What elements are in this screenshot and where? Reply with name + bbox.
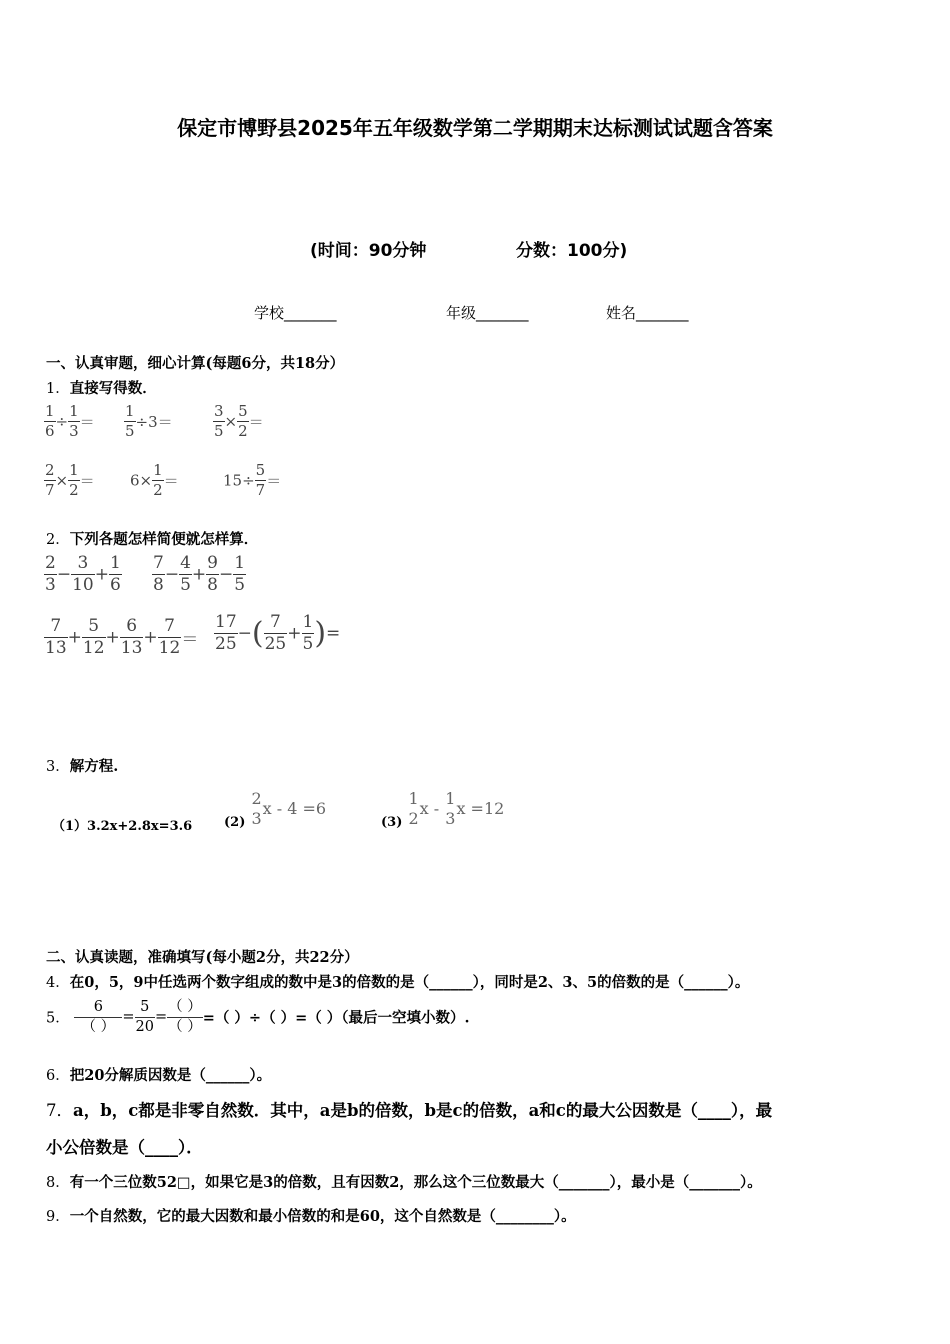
section-1-heading: 一、认真审题，细心计算(每题6分，共18分） <box>46 355 345 372</box>
expression-3: $\frac{7}{13}$ + $\frac{5}{12}$ + $\frac{6}{13}$ + $\frac{7}{12}$ ＝ <box>45 616 199 658</box>
question-7: 7．a，b，c都是非零自然数．其中，a是b的倍数，b是c的倍数，a和c的最大公因数是（____），最 <box>46 1101 773 1120</box>
question-4: 4．在0，5，9中任选两个数字组成的数中是3的倍数的是（______），同时是2、3、5的倍数的是（______）。 <box>46 974 750 991</box>
question-text: 直接写得数． <box>69 380 157 397</box>
expression-1: $\frac{2}{3}$ − $\frac{3}{10}$ + $\frac{1}{6}$ <box>45 553 121 595</box>
calc-item: $\frac{2}{7}$ × $\frac{1}{2}$ ＝ <box>45 461 95 499</box>
question-number: 2． <box>46 532 70 548</box>
document-title: 保定市博野县2025年五年级数学第二学期期末达标测试试题含答案 <box>177 116 773 140</box>
equation-2: (2) 2 3 x - 4 =6 <box>224 788 327 830</box>
calc-item: 6× $\frac{1}{2}$ ＝ <box>130 461 179 499</box>
question-1 <box>46 377 157 398</box>
school-field: 学校_______ <box>254 304 337 322</box>
question-number: 1． <box>46 381 70 397</box>
question-9: 9．一个自然数，它的最大因数和最小倍数的和是60，这个自然数是（________）。 <box>46 1208 576 1225</box>
calc-item: $\frac{1}{5}$ ÷3＝ <box>125 402 173 440</box>
question-number: 3． <box>46 759 70 775</box>
question-6: 6．把20分解质因数是（______）。 <box>46 1067 272 1084</box>
question-2 <box>46 528 258 549</box>
calc-item: $\frac{3}{5}$ × $\frac{5}{2}$ ＝ <box>214 402 264 440</box>
expression-2: $\frac{7}{8}$ − $\frac{4}{5}$ + $\frac{9}{8}$ − $\frac{1}{5}$ <box>153 553 246 595</box>
section-2-heading: 二、认真读题，准确填写(每小题2分，共22分） <box>46 949 359 966</box>
question-7-line-2: 小公倍数是（____）． <box>46 1138 203 1157</box>
equation-3: (3) 1 2 x - 1 3 x =12 <box>381 788 505 830</box>
question-text: 解方程. <box>69 758 119 775</box>
question-text: 下列各题怎样简便就怎样算． <box>69 531 259 548</box>
grade-field: 年级_______ <box>446 304 529 322</box>
equation-1: （1）3.2x+2.8x=3.6 <box>52 819 193 834</box>
calc-item: 15÷ $\frac{5}{7}$ ＝ <box>223 461 282 499</box>
calc-item: $\frac{1}{6}$ ÷ $\frac{1}{3}$ ＝ <box>45 402 95 440</box>
question-8: 8．有一个三位数52□，如果它是3的倍数，且有因数2，那么这个三位数最大（_______），最小是（_______）。 <box>46 1174 762 1191</box>
score-info: 分数：100分) <box>516 241 628 261</box>
question-5: 5． 6 （ ） = $\frac{5}{20}$ = （ ） （ ） =（ ）÷（ ）=（ ）（最后一空填小数）. <box>46 999 470 1035</box>
question-3 <box>46 755 118 776</box>
time-info: (时间：90分钟 <box>310 241 427 261</box>
name-field: 姓名_______ <box>606 304 689 322</box>
expression-4: $\frac{17}{25}$ −( $\frac{7}{25}$ + $\frac{1}{5}$ )= <box>215 612 341 654</box>
